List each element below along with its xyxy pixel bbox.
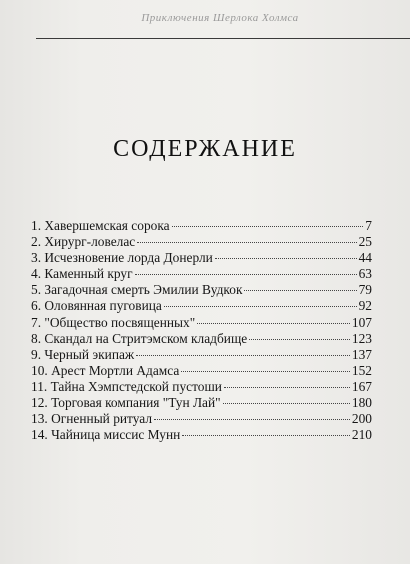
toc-entry-page: 180: [351, 395, 372, 411]
toc-entry-page: 210: [351, 427, 372, 443]
toc-entry-page: 123: [351, 330, 372, 346]
toc-entry-title: 14. Чайница миссис Мунн: [31, 427, 181, 443]
toc-entry: [31, 266, 372, 282]
toc-leader-dots: [215, 258, 357, 259]
toc-leader-dots: [197, 323, 350, 324]
toc-leader-dots: [182, 435, 350, 436]
toc-entry: [31, 363, 372, 379]
table-of-contents: [31, 218, 372, 443]
toc-entry-title: 8. Скандал на Стритэмском кладбище: [31, 330, 248, 346]
page-title: СОДЕРЖАНИЕ: [113, 136, 297, 163]
toc-entry: [31, 395, 372, 411]
toc-entry-title: 2. Хирург-ловелас: [31, 234, 136, 250]
toc-leader-dots: [249, 339, 350, 340]
toc-leader-dots: [244, 290, 356, 291]
toc-entry-title: 12. Торговая компания "Тун Лай": [31, 395, 221, 411]
toc-entry: [31, 379, 372, 395]
toc-entry-page: 167: [351, 378, 372, 394]
header-rule: [36, 38, 410, 39]
toc-entry: [31, 427, 372, 443]
toc-entry-page: 92: [358, 298, 372, 314]
toc-entry-title: 7. "Общество посвященных": [31, 314, 196, 330]
toc-leader-dots: [154, 419, 350, 420]
toc-entry: [31, 234, 372, 250]
toc-entry-title: 3. Исчезновение лорда Донерли: [31, 250, 213, 266]
toc-entry: [31, 411, 372, 427]
toc-entry-page: 44: [358, 250, 372, 266]
toc-entry-page: 152: [351, 362, 372, 378]
toc-entry-page: 137: [351, 346, 372, 362]
toc-entry-title: 5. Загадочная смерть Эмилии Вудкок: [31, 282, 243, 298]
toc-entry-title: 1. Хавершемская сорока: [31, 218, 170, 233]
toc-entry-page: 25: [358, 234, 372, 250]
toc-entry-title: 4. Каменный круг: [31, 266, 133, 282]
toc-entry-page: 79: [358, 282, 372, 298]
toc-leader-dots: [172, 226, 364, 227]
toc-entry-page: 107: [351, 314, 372, 330]
toc-leader-dots: [223, 403, 350, 404]
toc-leader-dots: [164, 306, 357, 307]
toc-leader-dots: [181, 371, 350, 372]
toc-entry-title: 13. Огненный ритуал: [31, 411, 152, 427]
toc-entry: [31, 298, 372, 314]
toc-leader-dots: [137, 242, 356, 243]
toc-entry-page: 63: [358, 266, 372, 282]
toc-entry: [31, 315, 372, 331]
toc-entry-title: 11. Тайна Хэмпстедской пустоши: [31, 378, 222, 394]
toc-entry: [31, 331, 372, 347]
running-head: Приключения Шерлока Холмса: [141, 12, 299, 24]
toc-entry-page: 200: [351, 411, 372, 427]
toc-entry: [31, 347, 372, 363]
toc-entry-page: 7: [365, 218, 372, 233]
toc-leader-dots: [136, 355, 350, 356]
toc-entry-title: 10. Арест Мортли Адамса: [31, 362, 180, 378]
toc-entry: [31, 218, 372, 234]
toc-entry-title: 9. Черный экипаж: [31, 346, 135, 362]
toc-leader-dots: [135, 274, 357, 275]
toc-leader-dots: [224, 387, 350, 388]
toc-entry: [31, 282, 372, 298]
toc-entry: [31, 250, 372, 266]
toc-entry-title: 6. Оловянная пуговица: [31, 298, 162, 314]
